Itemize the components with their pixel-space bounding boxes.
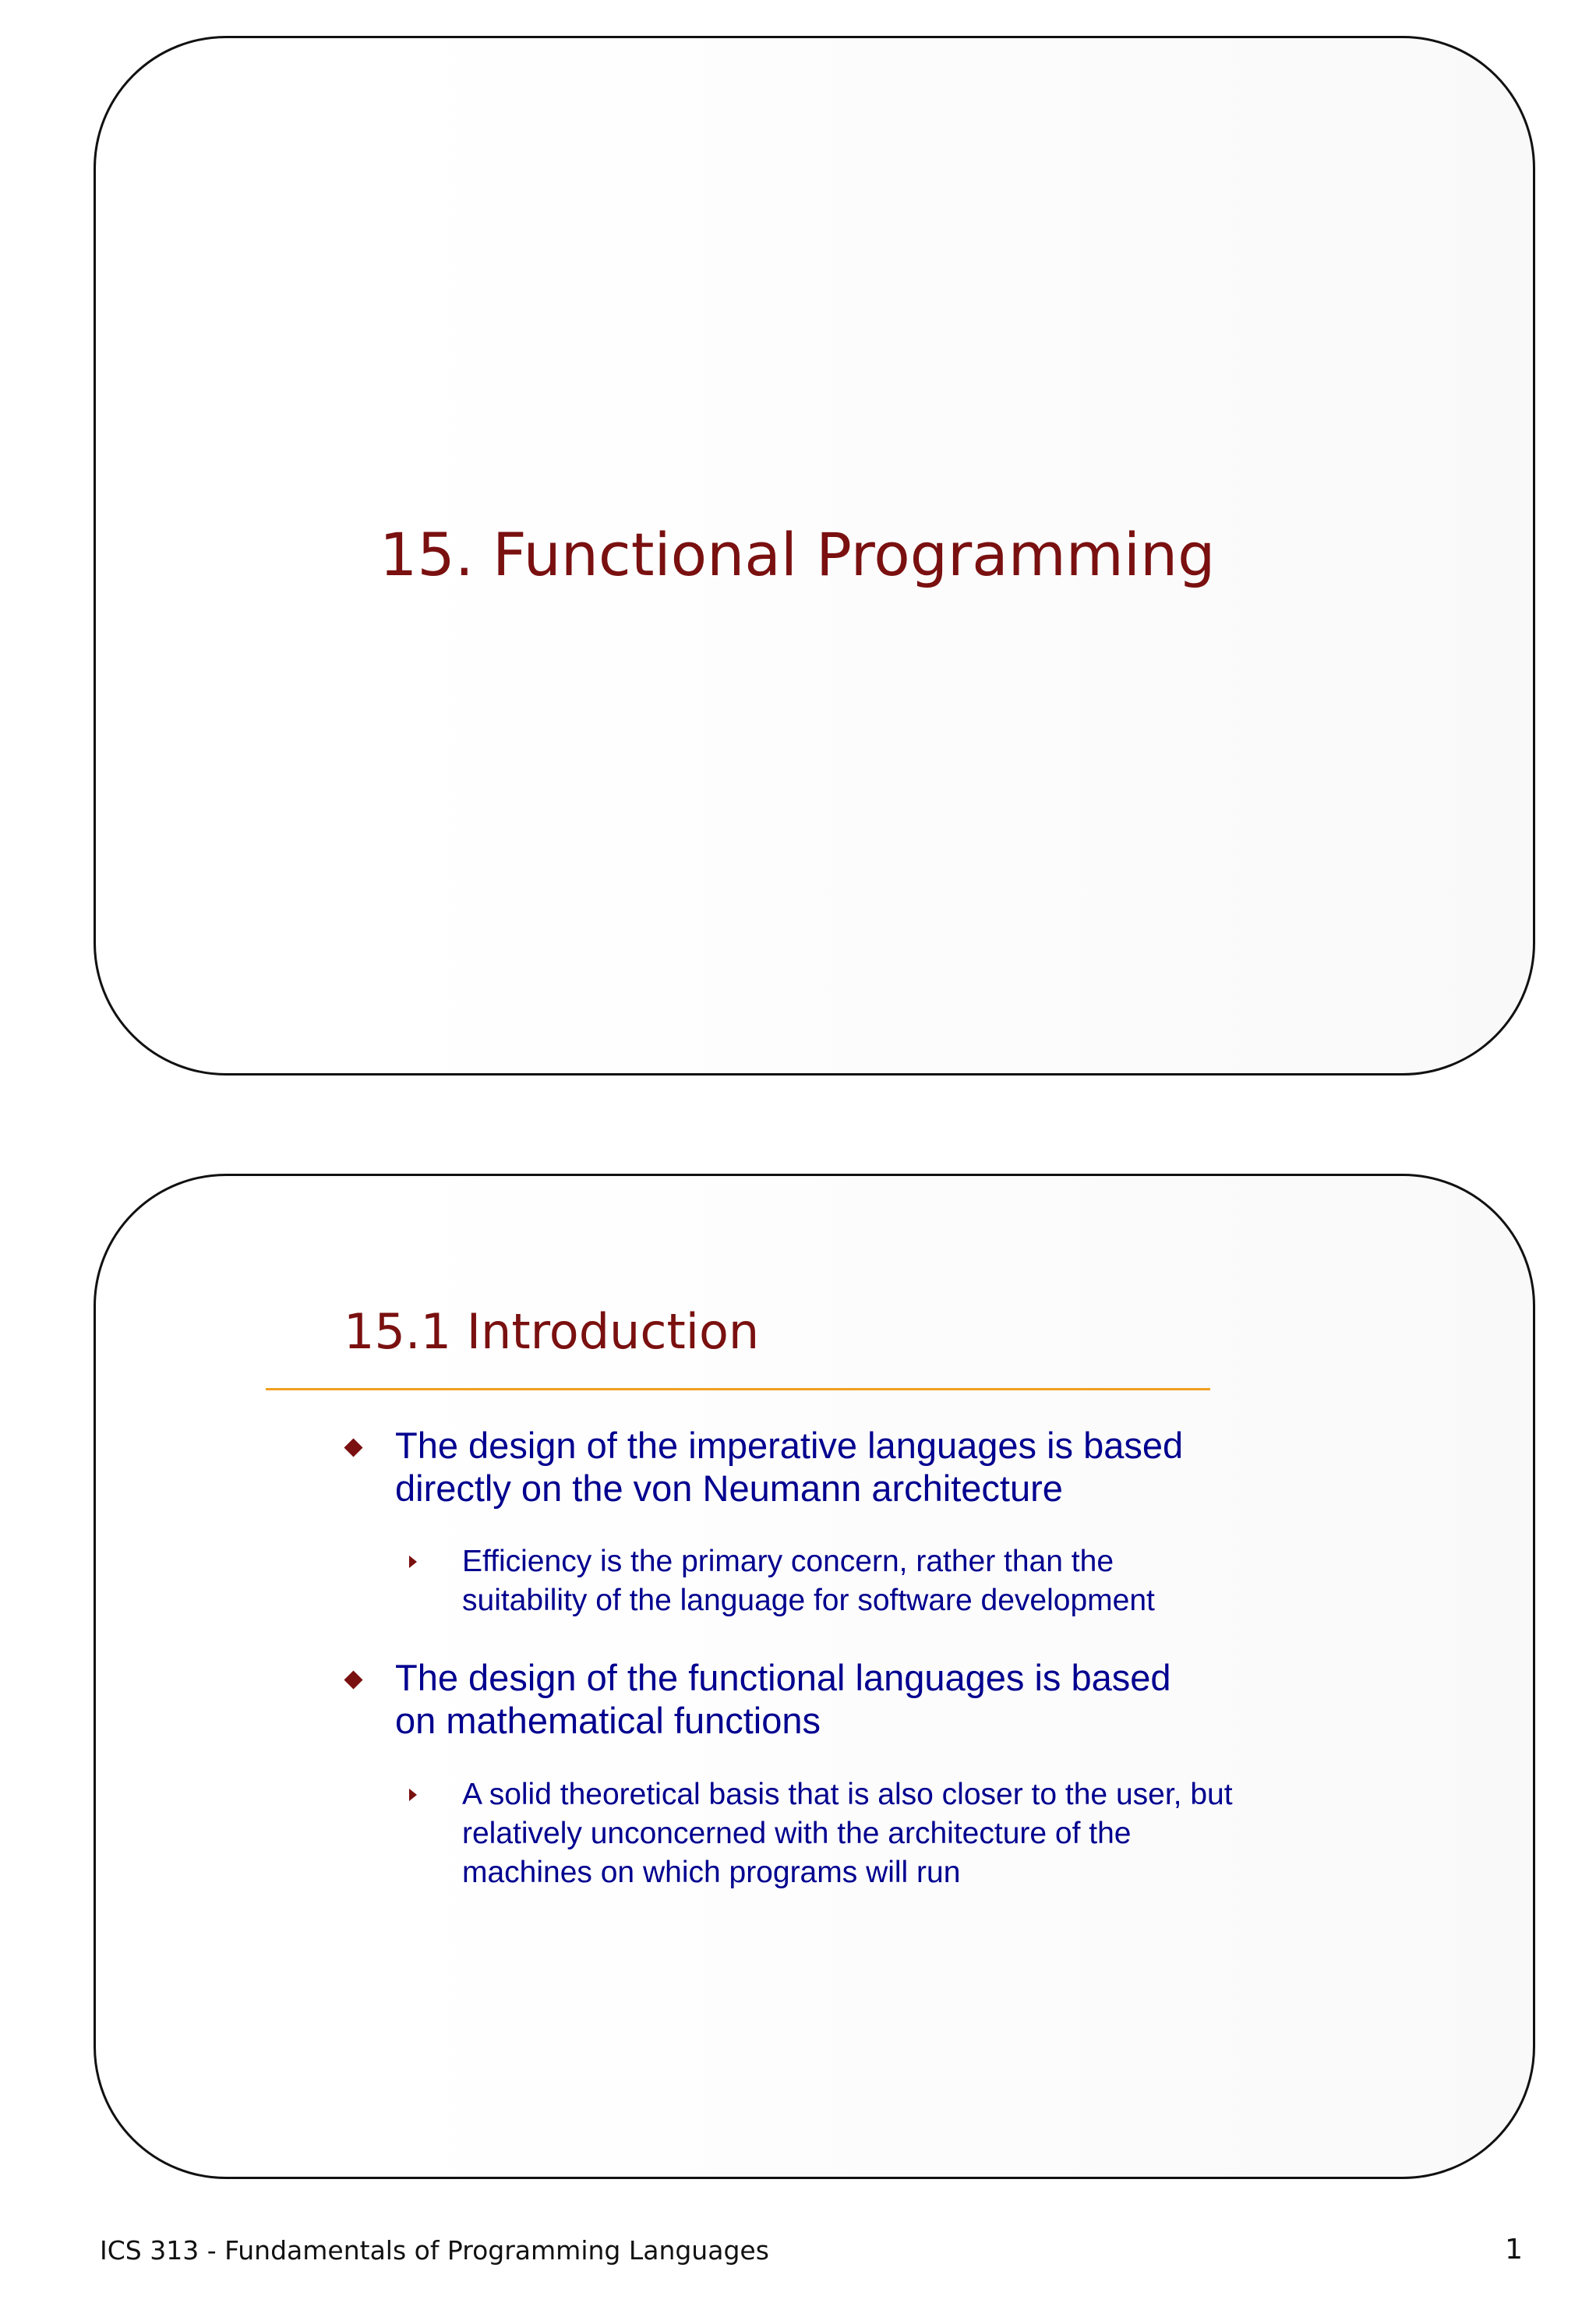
- sub-bullet-text: Efficiency is the primary concern, rather than the suitability of the language for software development: [462, 1545, 1155, 1617]
- bullet-text: The design of the imperative languages is based directly on the von Neumann architecture: [395, 1425, 1184, 1509]
- sub-bullet-text: A solid theoretical basis that is also closer to the user, but relatively unconcerned with the architecture of the machines on which programs will run: [462, 1778, 1233, 1889]
- bullet-text: The design of the functional languages is based on mathematical functions: [395, 1657, 1171, 1741]
- diamond-bullet-icon: [344, 1670, 362, 1689]
- diamond-bullet-icon: [344, 1438, 362, 1457]
- triangle-bullet-icon: [409, 1556, 417, 1568]
- page-number: 1: [1505, 2234, 1523, 2266]
- section-heading: 15.1 Introduction: [344, 1303, 760, 1360]
- slide-title: 15. Functional Programming: [380, 520, 1216, 589]
- slide-title-frame: [94, 36, 1535, 1076]
- triangle-bullet-icon: [409, 1789, 417, 1801]
- heading-underline: [266, 1388, 1210, 1390]
- slide-introduction-frame: [94, 1174, 1535, 2179]
- footer-course-title: ICS 313 - Fundamentals of Programming Languages: [100, 2235, 769, 2266]
